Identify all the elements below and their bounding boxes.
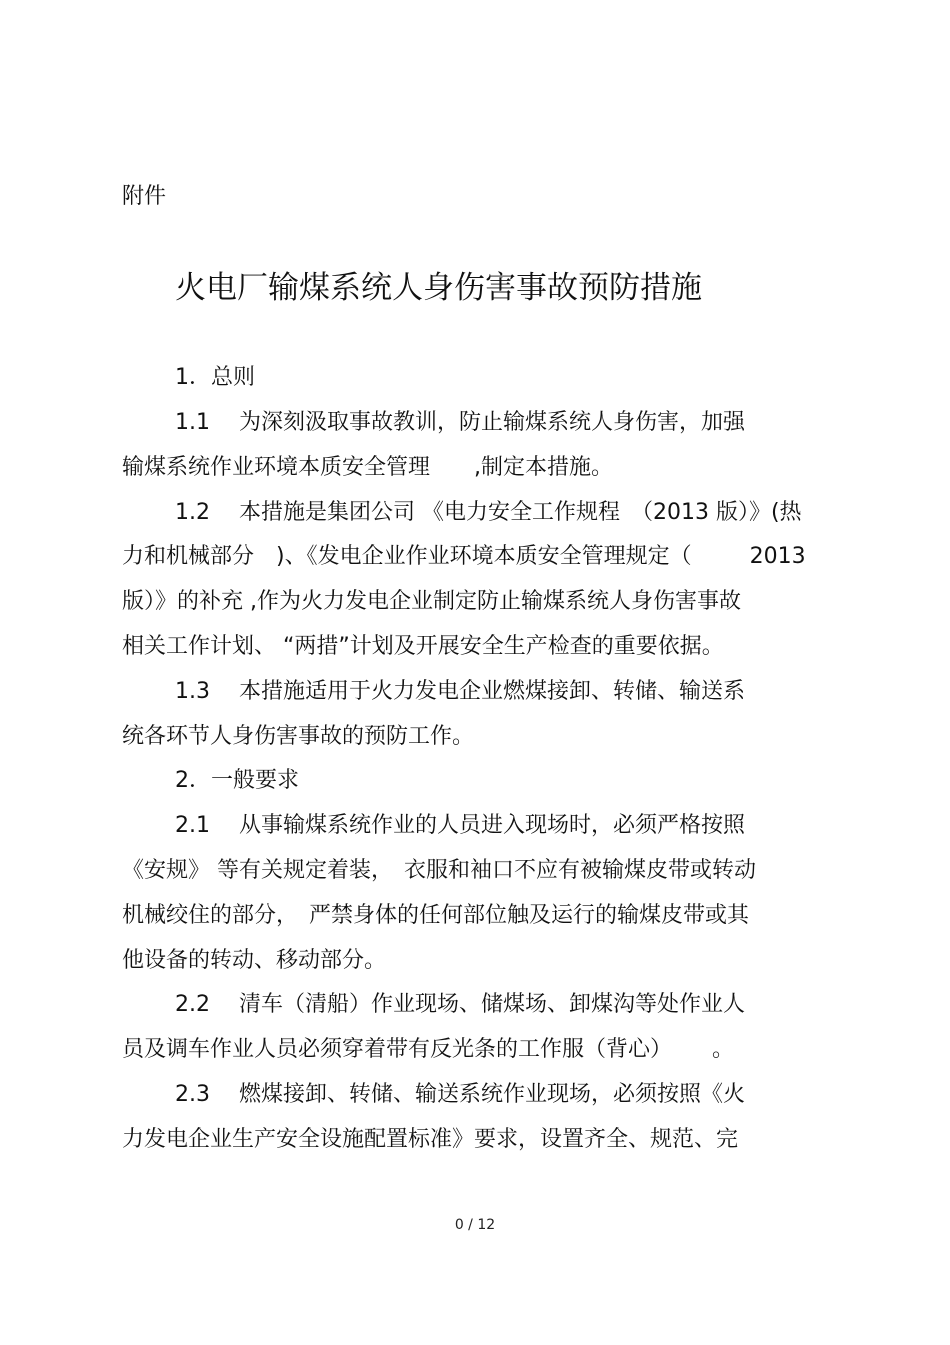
paragraph-line: 版）》的补充 ,作为火力发电企业制定防止输煤系统人身伤害事故 [122,589,741,614]
paragraph-line: 1.3 本措施适用于火力发电企业燃煤接卸、转储、输送系 [175,679,745,704]
page-indicator: 0 / 12 [454,1217,496,1233]
section-1-heading: 1．总则 [175,365,255,390]
paragraph-line: 2.1 从事输煤系统作业的人员进入现场时，必须严格按照 [175,813,745,838]
attachment-label: 附件 [122,184,167,209]
section-2-heading: 2．一般要求 [175,768,299,793]
paragraph-line: 统各环节人身伤害事故的预防工作。 [122,724,475,749]
paragraph-line: 机械绞住的部分， 严禁身体的任何部位触及运行的输煤皮带或其 [122,903,750,928]
paragraph-line: 1.1 为深刻汲取事故教训，防止输煤系统人身伤害，加强 [175,410,745,435]
document-title: 火电厂输煤系统人身伤害事故预防措施 [175,270,702,306]
paragraph-line: 1.2 本措施是集团公司 《电力安全工作规程 （2013 版）》(热 [175,500,802,525]
paragraph-line: 力和机械部分 )、《发电企业作业环境本质安全管理规定（ 2013 [122,544,806,569]
paragraph-line: 2.3 燃煤接卸、转储、输送系统作业现场，必须按照《火 [175,1082,745,1107]
paragraph-line: 《安规》 等有关规定着装， 衣服和袖口不应有被输煤皮带或转动 [122,858,756,883]
paragraph-line: 他设备的转动、移动部分。 [122,948,387,973]
paragraph-line: 力发电企业生产安全设施配置标准》要求，设置齐全、规范、完 [122,1127,739,1152]
paragraph-line: 员及调车作业人员必须穿着带有反光条的工作服（背心） 。 [122,1037,734,1062]
paragraph-line: 2.2 清车（清船）作业现场、储煤场、卸煤沟等处作业人 [175,992,745,1017]
paragraph-line: 相关工作计划、 “两措”计划及开展安全生产检查的重要依据。 [122,634,724,659]
paragraph-line: 输煤系统作业环境本质安全管理 ,制定本措施。 [122,455,613,480]
